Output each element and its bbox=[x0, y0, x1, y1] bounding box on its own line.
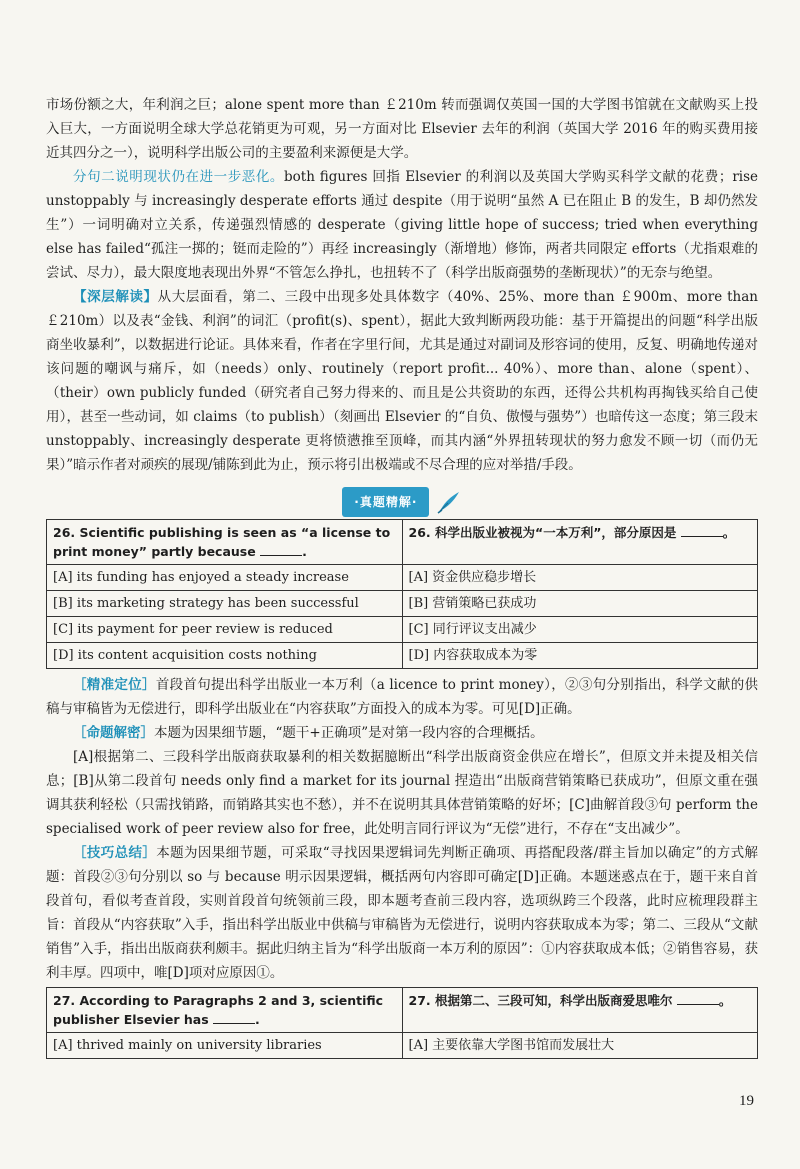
question-analysis bbox=[46, 721, 758, 745]
section-badge: ·真题精解· bbox=[342, 487, 429, 517]
quill-pen-icon bbox=[436, 489, 462, 515]
option-a-zh: [A] 资金供应稳步增长 bbox=[402, 565, 758, 591]
question-analysis-text: 本题为因果细节题，“题干+正确项”是对第一段内容的合理概括。 bbox=[154, 725, 544, 741]
question-27-stem-en: 27. According to Paragraphs 2 and 3, scientific publisher Elsevier has . bbox=[47, 988, 403, 1033]
paragraph-1: 市场份额之大，年利润之巨；alone spent more than ￡210m 转而强调仅英国一国的大学图书馆就在文献购买上投入巨大，一方面说明全球大学总花销更为可观，另一方面对比 Elsevier 去年的利润（英国大学 2016 年的购买费用接近其四分之一），说明科学出版公司的主要盈利来源便是大学。 bbox=[46, 97, 758, 161]
paragraph-2-text: both figures 回指 Elsevier 的利润以及英国大学购买科学文献的花费；rise unstoppably 与 increasingly desperate efforts 通过 despite（用于说明“虽然 A 已在阻止 B 的发生，B 却仍然发生”）一词明确对立关系，传递强烈情感的 desperate（giving little hope of success; tried when everything else has failed“孤注一掷的；铤而走险的”）再经 increasingly（渐增地）修饰，两者共同限定 efforts（尤指艰难的尝试、尽力），最大限度地表现出外界“不管怎么挣扎，也扭转不了（科学出版商强势的垄断现状）”的无奈与绝望。 bbox=[46, 169, 759, 281]
question-27-option-a bbox=[47, 1033, 758, 1059]
answer-blank bbox=[677, 992, 719, 1005]
page-content bbox=[46, 93, 758, 1063]
option-a-en: [A] its funding has enjoyed a steady increase bbox=[47, 565, 403, 591]
option-b-en: [B] its marketing strategy has been successful bbox=[47, 591, 403, 617]
question-26-stem-en: 26. Scientific publishing is seen as “a license to print money” partly because . bbox=[47, 520, 403, 565]
technique-summary-text: 本题为因果细节题，可采取“寻找因果逻辑词先判断正确项、再搭配段落/群主旨加以确定”的方式解题：首段②③句分别以 so 与 because 明示因果逻辑，概括两句内容即可确定[D]正确。本题迷惑点在于，题干来自首段首句，看似考查首段，实则首段首句统领前三段，即本题考查前三段内容，选项纵跨三个段落，此时应梳理段群主旨：首段从“内容获取”入手，指出科学出版业中供稿与审稿皆为无偿进行，说明内容获取成本为零；第二、三段从“文献销售”入手，指出出版商获利颇丰。据此归纳主旨为“科学出版商一本万利的原因”：①内容获取成本低；②销售容易，获利丰厚。四项中，唯[D]项对应原因①。 bbox=[46, 845, 759, 981]
paragraph-3 bbox=[46, 285, 758, 477]
question-27-table bbox=[46, 987, 758, 1059]
page-number: 19 bbox=[739, 1093, 754, 1109]
answer-blank bbox=[681, 524, 723, 537]
question-analysis-label: ［命题解密］ bbox=[73, 725, 154, 741]
question-26-option-b bbox=[47, 591, 758, 617]
question-26-option-a bbox=[47, 565, 758, 591]
option-c-en: [C] its payment for peer review is reduced bbox=[47, 617, 403, 643]
answer-blank bbox=[213, 1011, 255, 1024]
precise-location-label: ［精准定位］ bbox=[73, 677, 156, 693]
question-analysis-detail: [A]根据第二、三段科学出版商获取暴利的相关数据臆断出“科学出版商资金供应在增长”，但原文并未提及相关信息；[B]从第二段首句 needs only find a market for its journal 捏造出“出版商营销策略已获成功”，但原文重在强调其获利轻松（只需找销路，而销路其实也不愁），并不在说明其具体营销策略的好坏；[C]曲解首段③句 perform the specialised work of peer review also for free，此处明言同行评议为“无偿”进行，不存在“支出减少”。 bbox=[46, 749, 758, 837]
question-26-stem-zh: 26. 科学出版业被视为“一本万利”，部分原因是 。 bbox=[402, 520, 758, 565]
option-d-zh: [D] 内容获取成本为零 bbox=[402, 643, 758, 669]
technique-summary-label: ［技巧总结］ bbox=[73, 845, 157, 861]
paragraph-2 bbox=[46, 165, 758, 285]
question-27-stem-row bbox=[47, 988, 758, 1033]
question-26-option-d bbox=[47, 643, 758, 669]
section-heading bbox=[46, 487, 758, 513]
option-c-zh: [C] 同行评议支出减少 bbox=[402, 617, 758, 643]
technique-summary bbox=[46, 841, 758, 985]
option-a-zh: [A] 主要依靠大学图书馆而发展壮大 bbox=[402, 1033, 758, 1059]
question-26-table bbox=[46, 519, 758, 669]
paragraph-2-lead: 分句二说明现状仍在进一步恶化。 bbox=[73, 169, 284, 185]
question-26-stem-row bbox=[47, 520, 758, 565]
option-a-en: [A] thrived mainly on university libraries bbox=[47, 1033, 403, 1059]
precise-location bbox=[46, 673, 758, 721]
question-26-option-c bbox=[47, 617, 758, 643]
option-b-zh: [B] 营销策略已获成功 bbox=[402, 591, 758, 617]
deep-analysis-label: 【深层解读】 bbox=[73, 289, 158, 305]
precise-location-text: 首段首句提出科学出版业一本万利（a licence to print money），②③句分别指出，科学文献的供稿与审稿皆为无偿进行，即科学出版业在“内容获取”方面投入的成本为零。可见[D]正确。 bbox=[46, 677, 759, 717]
option-d-en: [D] its content acquisition costs nothing bbox=[47, 643, 403, 669]
question-27-stem-zh: 27. 根据第二、三段可知，科学出版商爱思唯尔 。 bbox=[402, 988, 758, 1033]
deep-analysis-text: 从大层面看，第二、三段中出现多处具体数字（40%、25%、more than ￡900m、more than ￡210m）以及表“金钱、利润”的词汇（profit(s)、spent），据此大致判断两段功能：基于开篇提出的问题“科学出版商坐收暴利”，以数据进行论证。具体来看，作者在字里行间，尤其是通过对副词及形容词的使用，反复、明确地传递对该问题的嘲讽与痛斥，如（needs）only、routinely（report profit... 40%）、more than、alone（spent）、（their）own publicly funded（研究者自己努力得来的、而且是公共资助的东西，还得公共机构再掏钱买给自己使用），甚至一些动词，如 claims（to publish）（刻画出 Elsevier 的“自负、傲慢与强势”）也暗传这一态度；第三段末 unstoppably、increasingly desperate 更将愤懑推至顶峰，而其内涵“外界扭转现状的努力愈发不顾一切（而仍无果）”暗示作者对顽疾的展现/铺陈到此为止，预示将引出极端或不尽合理的应对举措/手段。 bbox=[46, 289, 758, 473]
answer-blank bbox=[260, 543, 302, 556]
